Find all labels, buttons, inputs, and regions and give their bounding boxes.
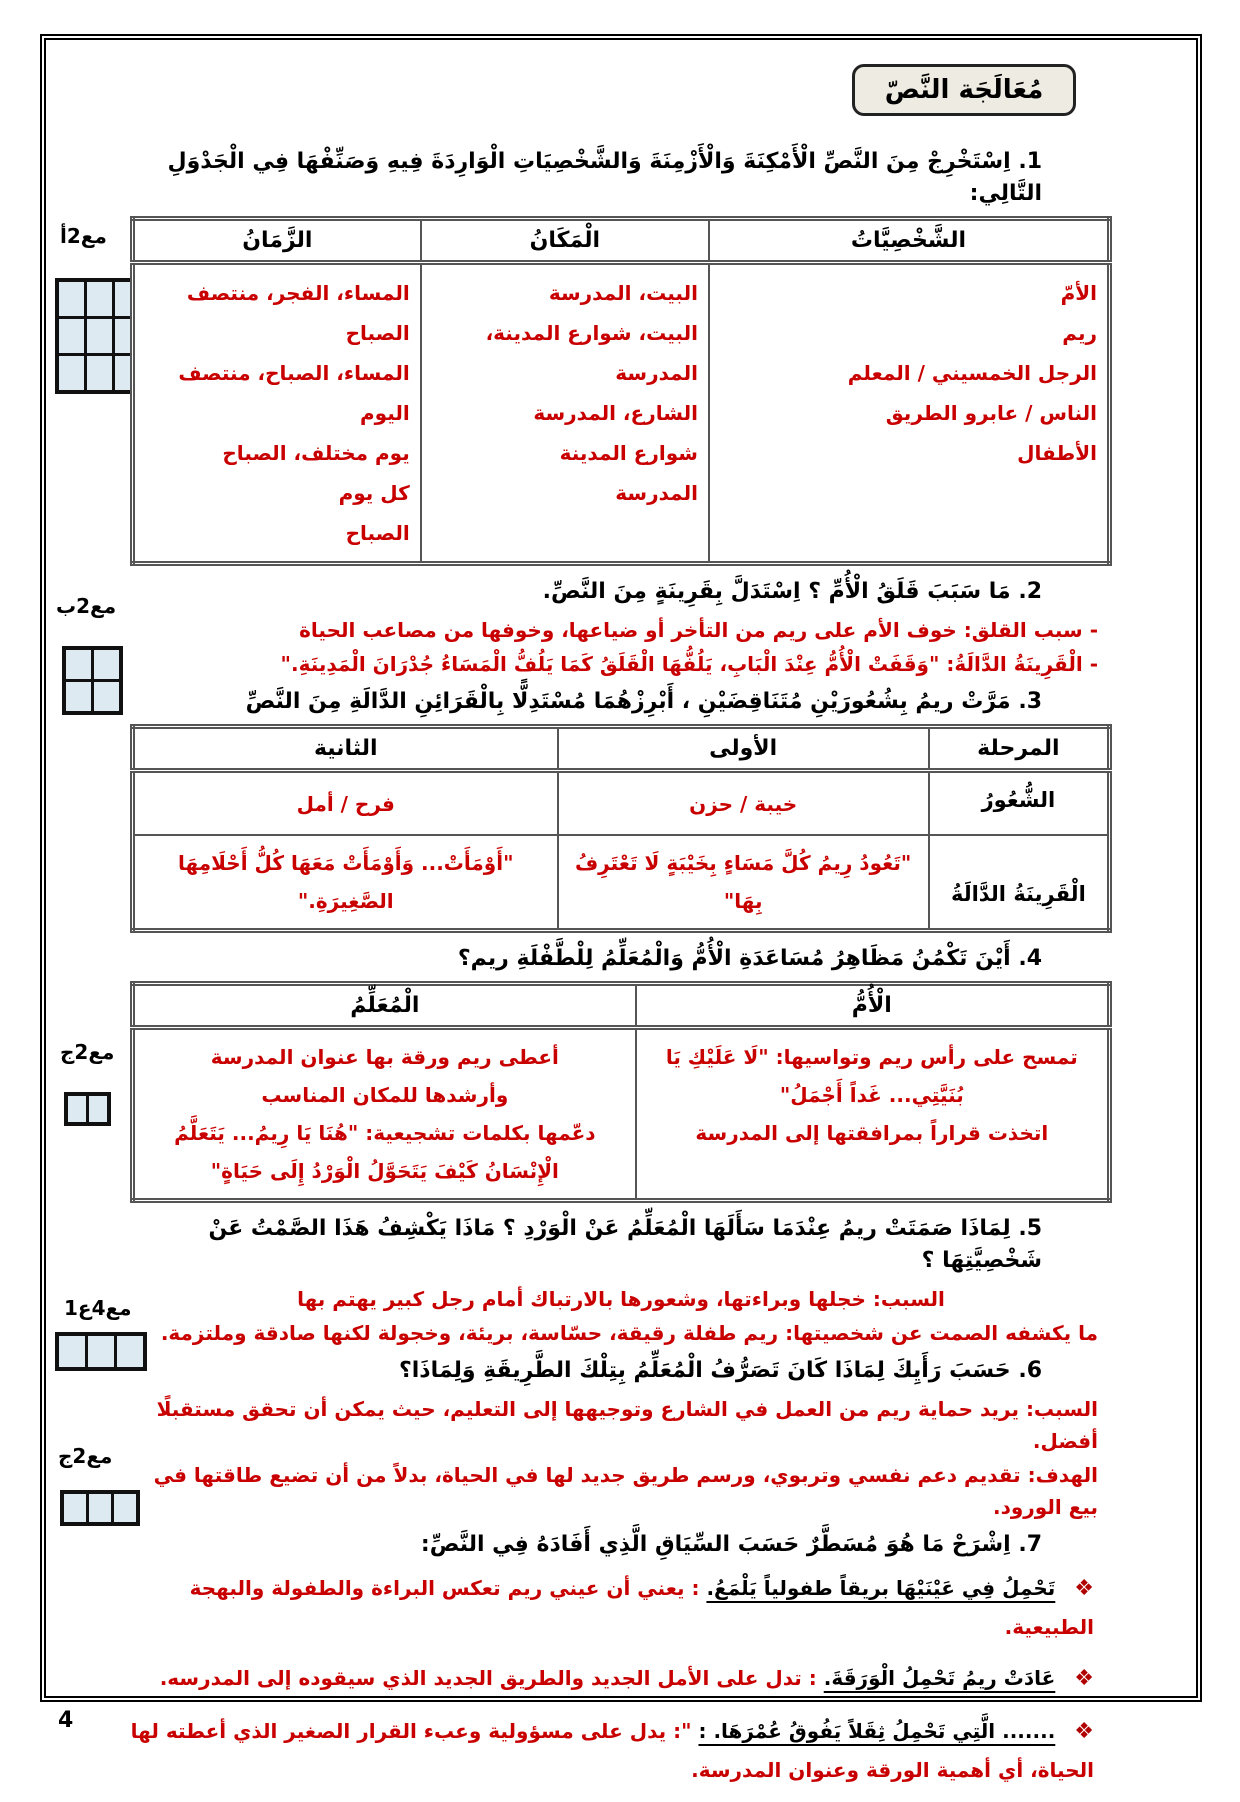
diamond-bullet-icon: ❖ [1074,1665,1094,1691]
answer-line: ما يكشفه الصمت عن شخصيتها: ريم طفلة رقيقة، حسّاسة، بريئة، وخجولة لكنها صادقة وملتزمة. [160,1321,1098,1346]
term-explanation: : يعني أن عيني ريم تعكس البراءة والطفولة والبهجة الطبيعية. [189,1575,1094,1639]
col-header-mother: الْأُمُّ [636,984,1110,1028]
answer-entry: الشارع، المدرسة [533,400,698,425]
answer-entry: شوارع المدينة [559,440,698,465]
score-cell [59,319,84,353]
answer-entry: أعطى ريم ورقة بها عنوان المدرسة [210,1045,559,1070]
help-table [130,981,1112,1203]
answer-entry: البيت، المدرسة [548,280,698,305]
term-explanation: ": يدل على مسؤولية وعبء القرار الصغير الذي أعطته لها الحياة، أي أهمية الورقة وعنوان المدرسة. [130,1719,1094,1782]
question-5 [130,1213,1112,1277]
answer-line: الهدف: تقديم دعم نفسي وتربوي، ورسم طريق جديد لها في الحياة، بدلاً من أن تضيع طاقتها في بيع الورود. [153,1463,1098,1520]
score-grid-3 [64,1092,111,1126]
explain-item [130,1659,1094,1699]
competency-mark-2: مع2ب [56,594,117,618]
answer-entry: الأمّ [1060,280,1097,305]
score-cell [89,1096,107,1122]
answer-entry: الأطفال [1017,440,1097,465]
score-cell [87,356,112,390]
classification-table [130,216,1112,566]
score-cell [59,356,84,390]
clue-first-cell: "تَعُودُ رِيمُ كُلَّ مَسَاءٍ بِخَيْبَةٍ لَا تَعْتَرِفُ بِهَا" [558,835,929,931]
row-label-feeling: الشُّعُورُ [929,770,1110,835]
score-grid-5 [60,1490,140,1526]
answer-entry: المساء، الفجر، منتصف الصباح [186,280,410,345]
worksheet-content [130,140,1112,1802]
answer-entry: اتخذت قراراً بمرافقتها إلى المدرسة [695,1121,1049,1146]
answer-entry: الناس / عابرو الطريق [885,400,1097,425]
answer-line: السبب: خجلها وبراءتها، وشعورها بالارتباك أمام رجل كبير يهتم بها [297,1287,945,1312]
clue-second-cell: "أَوْمَأَتْ... وَأَوْمَأَتْ مَعَهَا كُلُّ أَحْلَامِهَا الصَّغِيرَةِ." [133,835,558,931]
section-title-box [852,64,1076,116]
score-cell [64,1494,86,1522]
score-cell [59,1336,85,1367]
question-text: حَسَبَ رَأَيِكَ لِمَاذَا كَانَ تَصَرُّفُ الْمُعَلِّمُ بِتِلْكَ الطَّرِيقَةِ وَلِمَاذَا؟ [398,1358,1011,1384]
question-7 [130,1529,1112,1561]
col-header-time: الزَّمَانُ [133,218,421,262]
question-number: 4. [1018,946,1042,972]
score-cell [94,650,119,679]
score-grid-2 [62,646,123,715]
col-header-first: الأولى [558,726,929,770]
col-header-teacher: الْمُعَلِّمُ [133,984,636,1028]
question-text: مَرَّتْ ريمُ بِشُعُورَيْنِ مُتَنَاقِضَيْنِ ، أَبْرِزْهُمَا مُسْتَدِلًّا بِالْقَرَائِنِ الدَّالَةِ مِنَ النَّصِّ [245,688,1011,714]
page-number: 4 [58,1708,74,1733]
score-cell [94,682,119,711]
question-text: لِمَاذَا صَمَتَتْ ريمُ عِنْدَمَا سَأَلَهَا الْمُعَلِّمُ عَنْ الْوَرْدِ ؟ مَاذَا يَكْشِفُ هَذَا الصَّمْتُ عَنْ شَخْصِيَّتِهَا ؟ [208,1216,1042,1274]
feelings-table [130,724,1112,934]
places-cell [421,262,709,563]
times-cell [133,262,421,563]
question-6 [130,1355,1112,1387]
question-text: أَيْنَ تَكْمُنُ مَظَاهِرُ مُسَاعَدَةِ الْأُمُّ وَالْمُعَلِّمُ لِلْطَّفْلَةِ ريم؟ [457,946,1011,972]
answer-entry: كل يوم [338,480,410,505]
answer-entry: المدرسة [615,480,698,505]
answer-entry: وأرشدها للمكان المناسب [261,1083,509,1108]
question-1 [130,146,1112,210]
question-text: اِشْرَحْ مَا هُوَ مُسَطَّرٌ حَسَبَ السِّيَاقِ الَّذِي أَفَادَهُ فِي النَّصِّ: [420,1532,1011,1558]
score-cell [66,650,91,679]
feeling-first-cell: خيبة / حزن [558,770,929,835]
characters-cell [709,262,1110,563]
feeling-second-cell: فرح / أمل [133,770,558,835]
question-4 [130,943,1112,975]
question-number: 2. [1018,578,1042,604]
competency-mark-4: مع4ع1 [64,1296,132,1320]
answer-entry: البيت، شوارع المدينة، المدرسة [485,320,698,385]
col-header-second: الثانية [133,726,558,770]
competency-mark-5: مع2ج [58,1444,113,1468]
col-header-place: الْمَكَانُ [421,218,709,262]
diamond-bullet-icon: ❖ [1074,1575,1094,1601]
col-header-stage: المرحلة [929,726,1110,770]
row-label-clue: الْقَرِينَةُ الدَّالَةُ [929,835,1110,931]
answer-entry: ريم [1062,320,1097,345]
explain-item [130,1569,1094,1645]
underlined-term: ....... الَّتِي تَحْمِلُ ثِقَلاً يَفُوقُ عُمْرَهَا. : [698,1719,1056,1744]
answer-entry: الصباح [345,520,410,545]
teacher-help-cell [133,1028,636,1201]
score-cell [89,1494,111,1522]
score-cell [66,682,91,711]
answer-entry: يوم مختلف، الصباح [222,440,410,465]
question-number: 1. [1018,149,1042,174]
question-2 [130,576,1112,608]
score-cell [87,319,112,353]
score-cell [68,1096,86,1122]
answer-entry: دعّمها بكلمات تشجيعية: "هُنَا يَا رِيمُ... يَتَعَلَّمُ الْإِنْسَانُ كَيْفَ يَتَحَوَّلُ الْوَرْدُ إِلَى حَيَاةٍ" [174,1121,596,1184]
underlined-term: تَحْمِلُ فِي عَيْنَيْهَا بريقاً طفولياً يَلْمَعُ. [706,1575,1056,1600]
answer-line: - الْقَرِينَةُ الدَّالَةُ: "وَقَفَتْ الْأُمُّ عِنْدَ الْبَابِ، يَلُفُّهَا الْقَلَقُ كَمَا يَلُفُّ الْمَسَاءُ جُدْرَانَ الْمَدِينَةِ." [280,651,1098,676]
score-cell [59,282,84,316]
question-number: 6. [1018,1358,1042,1384]
mother-help-cell [636,1028,1110,1201]
answer-line: - سبب القلق: خوف الأم على ريم من التأخر أو ضياعها، وخوفها من مصاعب الحياة [299,617,1098,642]
question-number: 3. [1018,688,1042,714]
explain-item [130,1712,1094,1788]
answer-entry: تمسح على رأس ريم وتواسيها: "لَا عَلَيْكِ يَا بُنَيَّتِي... غَداً أَجْمَلُ" [665,1045,1078,1108]
question-text: اِسْتَخْرِجْ مِنَ النَّصِّ الْأَمْكِنَةَ وَالْأَزْمِنَةَ وَالشَّخْصِيَاتِ الْوَارِدَةَ فِيهِ وَصَنِّفْهَا فِي الْجَدْوَلِ التَّالِي: [167,149,1042,206]
answer-line: السبب: يريد حماية ريم من العمل في الشارع وتوجيهها إلى التعليم، حيث يمكن أن تحقق مستقبلًا أفضل. [156,1397,1098,1454]
score-cell [87,282,112,316]
answer-entry: الرجل الخمسيني / المعلم [847,360,1097,385]
diamond-bullet-icon: ❖ [1074,1719,1094,1745]
question-3 [130,686,1112,718]
underlined-term: عَادَتْ ريمُ تَحْمِلُ الْوَرَقَةَ. [823,1665,1056,1690]
score-cell [88,1336,114,1367]
question-text: مَا سَبَبَ قَلَقُ الْأُمِّ ؟ اِسْتَدَلَّ بِقَرِينَةٍ مِنَ النَّصِّ. [542,578,1011,604]
col-header-characters: الشَّخْصِيَّاتُ [709,218,1110,262]
question-number: 7. [1018,1532,1042,1558]
answer-entry: المساء، الصباح، منتصف اليوم [178,360,410,425]
competency-mark-1: مع2أ [60,224,107,248]
competency-mark-3: مع2ج [60,1040,115,1064]
question-number: 5. [1018,1216,1042,1242]
term-explanation: : تدل على الأمل الجديد والطريق الجديد الذي سيقوده إلى المدرسه. [159,1665,817,1690]
page-title: مُعَالَجَة النَّصّ [884,75,1044,105]
